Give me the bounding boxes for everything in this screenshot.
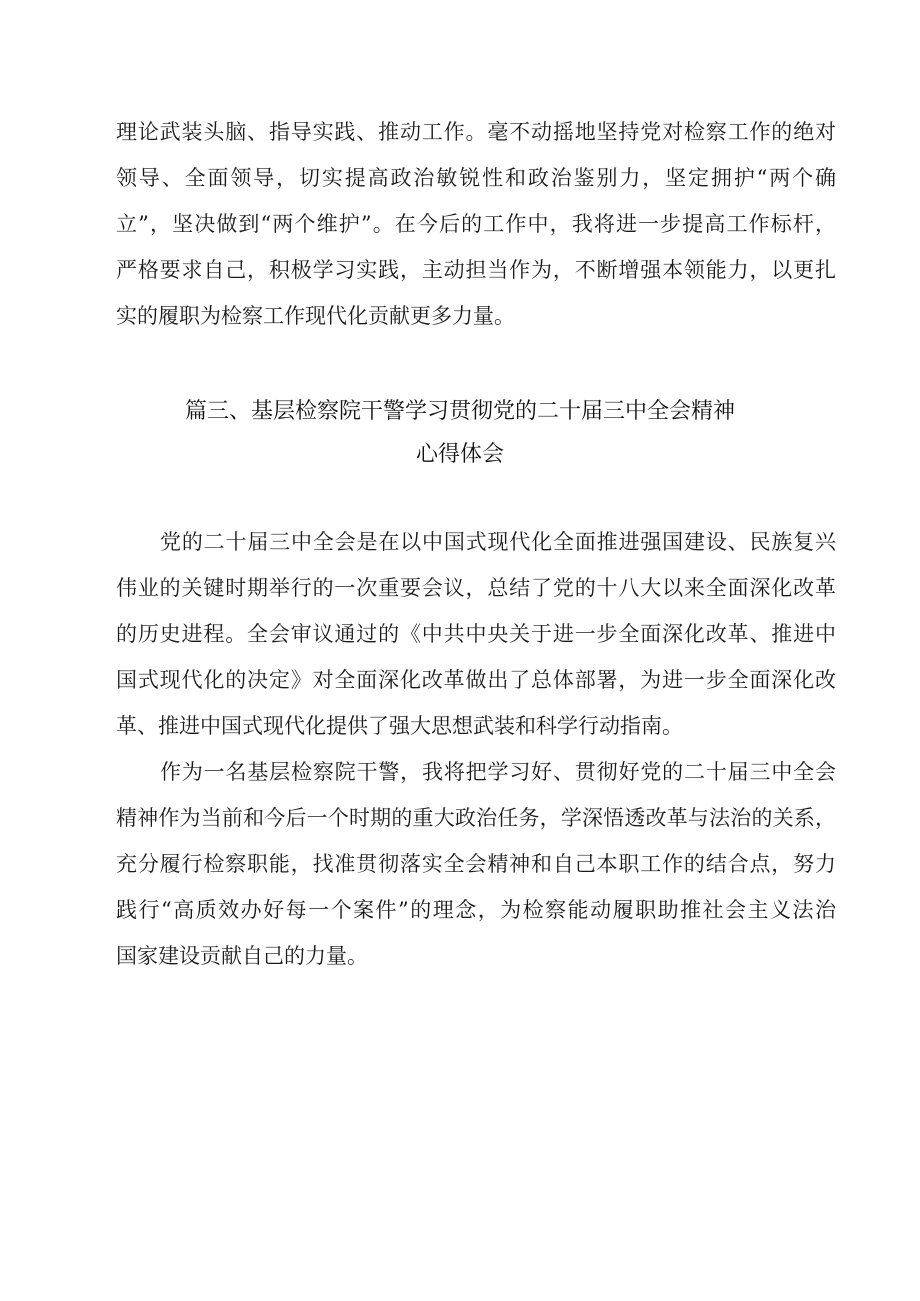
section-title-line-1: 篇三、基层检察院干警学习贯彻党的二十届三中全会精神	[184, 399, 735, 424]
text-line: 领导、全面领导，切实提高政治敏锐性和政治鉴别力，坚定拥护“两个确	[116, 166, 836, 190]
text-line: 理论武装头脑、指导实践、推动工作。毫不动摇地坚持党对检察工作的绝对	[116, 120, 836, 144]
text-line: 的历史进程。全会审议通过的《中共中央关于进一步全面深化改革、推进中	[116, 622, 836, 646]
text-line: 践行“高质效办好每一个案件”的理念，为检察能动履职助推社会主义法治	[116, 898, 836, 922]
text-line: 伟业的关键时期举行的一次重要会议，总结了党的十八大以来全面深化改革	[116, 576, 836, 600]
text-line: 作为一名基层检察院干警，我将把学习好、贯彻好党的二十届三中全会	[160, 760, 836, 784]
text-line: 充分履行检察职能，找准贯彻落实全会精神和自己本职工作的结合点，努力	[116, 852, 836, 876]
text-line: 实的履职为检察工作现代化贡献更多力量。	[116, 304, 515, 328]
text-line: 严格要求自己，积极学习实践，主动担当作为，不断增强本领能力，以更扎	[116, 258, 836, 282]
text-line: 国家建设贡献自己的力量。	[116, 944, 368, 968]
text-line: 精神作为当前和今后一个时期的重大政治任务，学深悟透改革与法治的关系，	[116, 806, 836, 830]
section-title-line-2: 心得体会	[415, 442, 504, 467]
text-line: 党的二十届三中全会是在以中国式现代化全面推进强国建设、民族复兴	[160, 530, 836, 554]
text-line: 革、推进中国式现代化提供了强大思想武装和科学行动指南。	[116, 714, 683, 738]
text-line: 国式现代化的决定》对全面深化改革做出了总体部署，为进一步全面深化改	[116, 668, 836, 692]
text-line: 立”，坚决做到“两个维护”。在今后的工作中，我将进一步提高工作标杆，	[116, 212, 836, 236]
